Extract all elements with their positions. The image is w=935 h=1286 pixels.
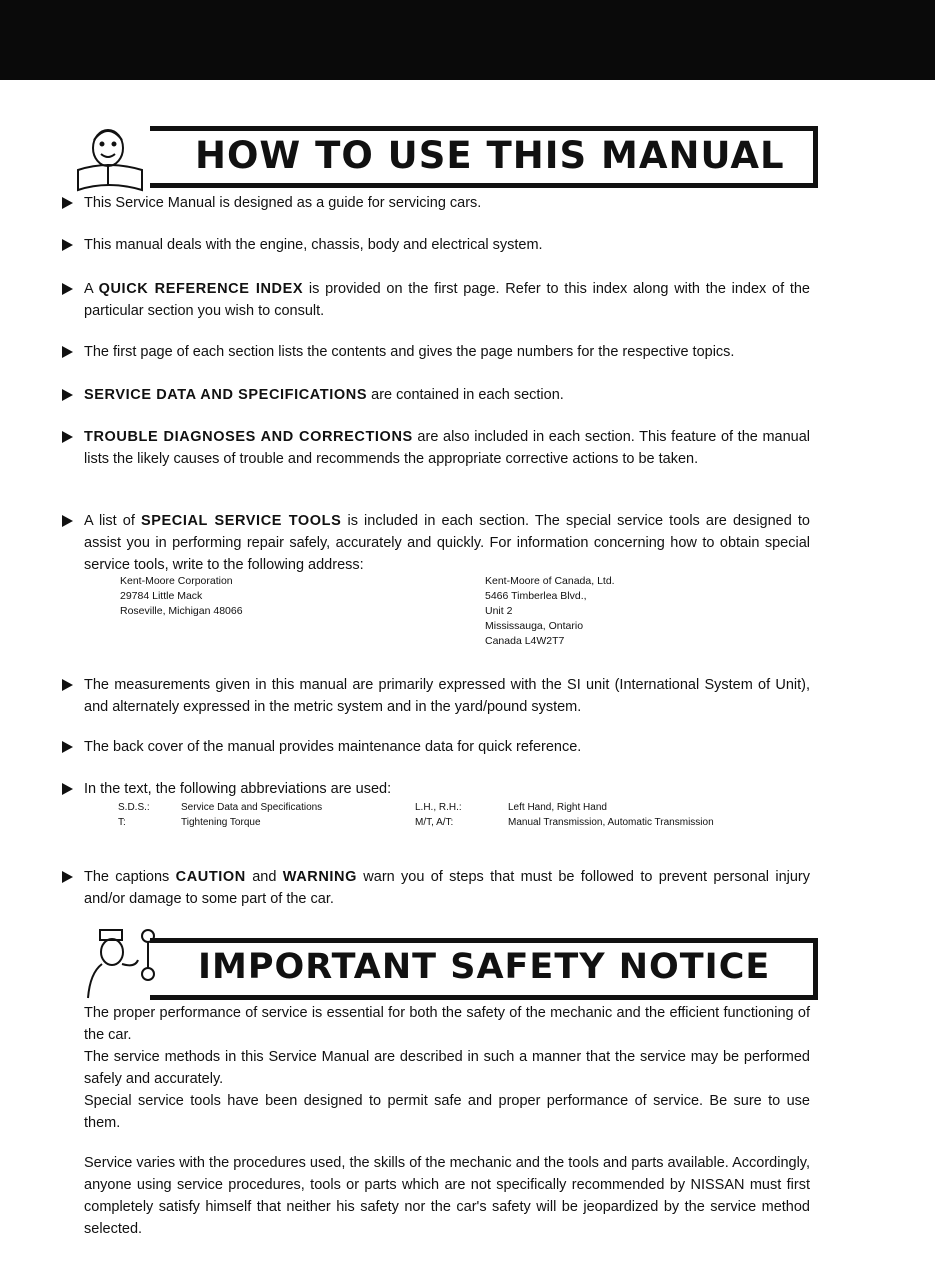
- bullet-text: In the text, the following abbreviations are used:: [84, 781, 392, 797]
- abbr-key: L.H., R.H.:: [415, 802, 462, 813]
- bullet-text: This Service Manual is designed as a guide for servicing cars.: [84, 195, 482, 211]
- bold-term: CAUTION: [175, 869, 246, 885]
- safety-paragraph: Service varies with the procedures used, the skills of the mechanic and the tools and parts available. Accordingly, anyone using service procedures, tools or parts which are not specifically recommended by NISSAN must first completely satisfy himself that neither his safety nor the car's safety will be jeopardized by the service method selected.: [84, 1155, 810, 1237]
- text-run: are contained in each section.: [367, 387, 564, 403]
- section-title: IMPORTANT SAFETY NOTICE: [198, 947, 771, 987]
- address-line: Unit 2: [485, 605, 513, 617]
- bullet-text: The first page of each section lists the contents and gives the page numbers for the respective topics.: [84, 344, 735, 360]
- address-line: Mississauga, Ontario: [485, 620, 584, 632]
- abbr-meaning: Manual Transmission, Automatic Transmission: [508, 817, 714, 828]
- bullet-text: [84, 384, 810, 406]
- bullet-icon: [62, 783, 73, 795]
- bullet-icon: [62, 431, 73, 443]
- bullet-icon: [62, 389, 73, 401]
- bold-term: WARNING: [282, 869, 357, 885]
- safety-paragraph: The service methods in this Service Manual are described in such a manner that the service may be performed safely and accurately.: [84, 1049, 810, 1087]
- address-line: Kent-Moore Corporation: [120, 575, 233, 587]
- bullet-text: [84, 426, 810, 470]
- bold-term: QUICK REFERENCE INDEX: [98, 281, 304, 297]
- bullet-icon: [62, 515, 73, 527]
- bold-term: SPECIAL SERVICE TOOLS: [140, 513, 342, 529]
- address-us: [120, 574, 243, 619]
- abbr-key: S.D.S.:: [118, 802, 150, 813]
- bullet-icon: [62, 679, 73, 691]
- text-run: is included in each section. The special service tools are designed to assist you in performing repair safely, accurately and quickly. For information concerning how to obtain special service tools, write to the following address:: [84, 513, 810, 573]
- text-run: A list of: [84, 513, 141, 529]
- bullet-text: The measurements given in this manual are primarily expressed with the SI unit (International System of Unit), and alternately expressed in the metric system and in the yard/pound system.: [84, 677, 810, 715]
- address-canada: [485, 574, 615, 649]
- bold-term: SERVICE DATA AND SPECIFICATIONS: [84, 387, 368, 403]
- text-run: warn you of steps that must be followed to prevent personal injury and/or damage to some part of the car.: [84, 869, 810, 907]
- address-line: Canada L4W2T7: [485, 635, 565, 647]
- bullet-icon: [62, 871, 73, 883]
- scan-top-bar: [0, 0, 935, 80]
- torque-abbr-key: T:: [118, 817, 126, 828]
- text-run: is provided on the first page. Refer to this index along with the index of the particular section you wish to consult.: [84, 281, 810, 319]
- bullet-icon: [62, 283, 73, 295]
- text-run: and: [245, 869, 283, 885]
- bullet-text: [84, 510, 810, 576]
- address-line: Roseville, Michigan 48066: [120, 605, 243, 617]
- text-run: A: [84, 281, 99, 297]
- safety-paragraph: Special service tools have been designed to permit safe and proper performance of service. Be sure to use them.: [84, 1093, 810, 1131]
- abbr-meaning: Left Hand, Right Hand: [508, 802, 607, 813]
- bullet-text: The back cover of the manual provides maintenance data for quick reference.: [84, 739, 582, 755]
- abbr-key: M/T, A/T:: [415, 817, 454, 828]
- bullet-text: [84, 866, 810, 910]
- page-title: HOW TO USE THIS MANUAL: [195, 134, 785, 177]
- bullet-text: [84, 278, 810, 322]
- safety-paragraph: The proper performance of service is essential for both the safety of the mechanic and the efficient functioning of the car.: [84, 1005, 810, 1043]
- abbr-meaning: Tightening Torque: [181, 817, 261, 828]
- text-run: The captions: [84, 869, 176, 885]
- bullet-icon: [62, 741, 73, 753]
- bullet-icon: [62, 239, 73, 251]
- abbr-meaning: Service Data and Specifications: [181, 802, 323, 813]
- bullet-text: This manual deals with the engine, chassis, body and electrical system.: [84, 237, 543, 253]
- address-line: Kent-Moore of Canada, Ltd.: [485, 575, 615, 587]
- bullet-icon: [62, 346, 73, 358]
- bold-term: TROUBLE DIAGNOSES AND CORRECTIONS: [84, 429, 413, 445]
- address-line: 29784 Little Mack: [120, 590, 203, 602]
- bullet-icon: [62, 197, 73, 209]
- reader-figure-icon: [70, 120, 155, 195]
- address-line: 5466 Timberlea Blvd.,: [485, 590, 587, 602]
- text-run: are also included in each section. This feature of the manual lists the likely causes of trouble and recommends the appropriate corrective actions to be taken.: [84, 429, 811, 467]
